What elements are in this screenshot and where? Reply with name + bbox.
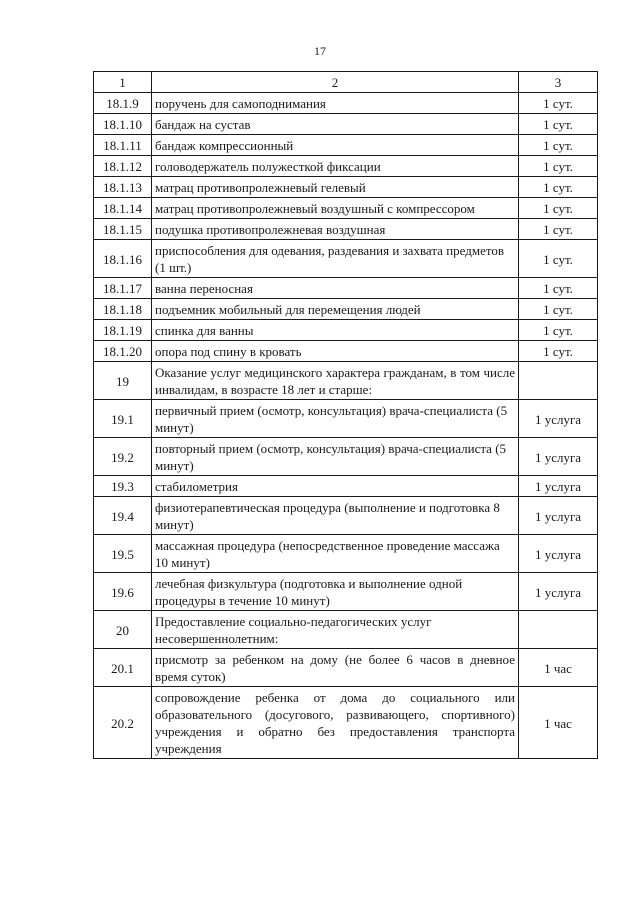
row-number: 19.6 bbox=[94, 573, 152, 611]
service-name: первичный прием (осмотр, консультация) врача-специалиста (5 минут) bbox=[152, 400, 519, 438]
row-number: 18.1.12 bbox=[94, 156, 152, 177]
unit: 1 сут. bbox=[519, 278, 598, 299]
column-header: 1 bbox=[94, 72, 152, 93]
row-number: 18.1.10 bbox=[94, 114, 152, 135]
section-row bbox=[94, 611, 598, 649]
unit: 1 услуга bbox=[519, 476, 598, 497]
service-name: подъемник мобильный для перемещения людей bbox=[152, 299, 519, 320]
row-number: 18.1.19 bbox=[94, 320, 152, 341]
service-name: подушка противопролежневая воздушная bbox=[152, 219, 519, 240]
unit: 1 сут. bbox=[519, 219, 598, 240]
service-name: присмотр за ребенком на дому (не более 6 часов в дневное время суток) bbox=[152, 649, 519, 687]
unit: 1 сут. bbox=[519, 156, 598, 177]
table-row bbox=[94, 497, 598, 535]
service-name: сопровождение ребенка от дома до социального или образовательного (досугового, развивающего, спортивного) учреждения и обратно без предоставления транспорта учреждения bbox=[152, 687, 519, 759]
row-number: 18.1.11 bbox=[94, 135, 152, 156]
unit: 1 сут. bbox=[519, 135, 598, 156]
unit: 1 сут. bbox=[519, 320, 598, 341]
table-row bbox=[94, 240, 598, 278]
service-name: бандаж компрессионный bbox=[152, 135, 519, 156]
row-number: 18.1.14 bbox=[94, 198, 152, 219]
services-table bbox=[93, 71, 598, 759]
row-number: 19.2 bbox=[94, 438, 152, 476]
row-number: 18.1.17 bbox=[94, 278, 152, 299]
service-name: опора под спину в кровать bbox=[152, 341, 519, 362]
unit: 1 сут. bbox=[519, 177, 598, 198]
table-row bbox=[94, 476, 598, 497]
unit: 1 услуга bbox=[519, 438, 598, 476]
table-row bbox=[94, 198, 598, 219]
unit: 1 услуга bbox=[519, 535, 598, 573]
row-number: 19.1 bbox=[94, 400, 152, 438]
service-name: поручень для самоподнимания bbox=[152, 93, 519, 114]
unit: 1 услуга bbox=[519, 497, 598, 535]
section-title: Предоставление социально-педагогических услуг несовершеннолетним: bbox=[152, 611, 519, 649]
table-row bbox=[94, 573, 598, 611]
section-number: 20 bbox=[94, 611, 152, 649]
table-row bbox=[94, 438, 598, 476]
column-header: 2 bbox=[152, 72, 519, 93]
section-number: 19 bbox=[94, 362, 152, 400]
table-row bbox=[94, 219, 598, 240]
unit: 1 сут. bbox=[519, 93, 598, 114]
unit: 1 сут. bbox=[519, 299, 598, 320]
table-row bbox=[94, 177, 598, 198]
service-name: бандаж на сустав bbox=[152, 114, 519, 135]
service-name: повторный прием (осмотр, консультация) врача-специалиста (5 минут) bbox=[152, 438, 519, 476]
table-row bbox=[94, 341, 598, 362]
service-name: матрац противопролежневый гелевый bbox=[152, 177, 519, 198]
service-name: массажная процедура (непосредственное проведение массажа 10 минут) bbox=[152, 535, 519, 573]
table-row bbox=[94, 93, 598, 114]
unit: 1 сут. bbox=[519, 114, 598, 135]
table-row bbox=[94, 400, 598, 438]
unit: 1 сут. bbox=[519, 198, 598, 219]
service-name: ванна переносная bbox=[152, 278, 519, 299]
row-number: 19.3 bbox=[94, 476, 152, 497]
service-name: лечебная физкультура (подготовка и выполнение одной процедуры в течение 10 минут) bbox=[152, 573, 519, 611]
row-number: 18.1.9 bbox=[94, 93, 152, 114]
service-name: физиотерапевтическая процедура (выполнение и подготовка 8 минут) bbox=[152, 497, 519, 535]
service-name: спинка для ванны bbox=[152, 320, 519, 341]
service-name: стабилометрия bbox=[152, 476, 519, 497]
row-number: 20.2 bbox=[94, 687, 152, 759]
table-row bbox=[94, 156, 598, 177]
row-number: 18.1.13 bbox=[94, 177, 152, 198]
table-header-row bbox=[94, 72, 598, 93]
row-number: 20.1 bbox=[94, 649, 152, 687]
page-number: 17 bbox=[314, 44, 326, 58]
row-number: 19.4 bbox=[94, 497, 152, 535]
row-number: 18.1.15 bbox=[94, 219, 152, 240]
unit: 1 час bbox=[519, 649, 598, 687]
table-row bbox=[94, 687, 598, 759]
table-row bbox=[94, 278, 598, 299]
section-title: Оказание услуг медицинского характера гражданам, в том числе инвалидам, в возрасте 18 лет и старше: bbox=[152, 362, 519, 400]
row-number: 18.1.16 bbox=[94, 240, 152, 278]
table-row bbox=[94, 114, 598, 135]
unit: 1 сут. bbox=[519, 240, 598, 278]
section-row bbox=[94, 362, 598, 400]
unit: 1 услуга bbox=[519, 573, 598, 611]
column-header: 3 bbox=[519, 72, 598, 93]
table-row bbox=[94, 649, 598, 687]
table-row bbox=[94, 299, 598, 320]
table-row bbox=[94, 135, 598, 156]
unit: 1 час bbox=[519, 687, 598, 759]
service-name: головодержатель полужесткой фиксации bbox=[152, 156, 519, 177]
unit bbox=[519, 362, 598, 400]
unit: 1 сут. bbox=[519, 341, 598, 362]
unit: 1 услуга bbox=[519, 400, 598, 438]
row-number: 18.1.18 bbox=[94, 299, 152, 320]
table-row bbox=[94, 535, 598, 573]
unit bbox=[519, 611, 598, 649]
service-name: приспособления для одевания, раздевания и захвата предметов (1 шт.) bbox=[152, 240, 519, 278]
table-row bbox=[94, 320, 598, 341]
row-number: 19.5 bbox=[94, 535, 152, 573]
row-number: 18.1.20 bbox=[94, 341, 152, 362]
service-name: матрац противопролежневый воздушный с компрессором bbox=[152, 198, 519, 219]
